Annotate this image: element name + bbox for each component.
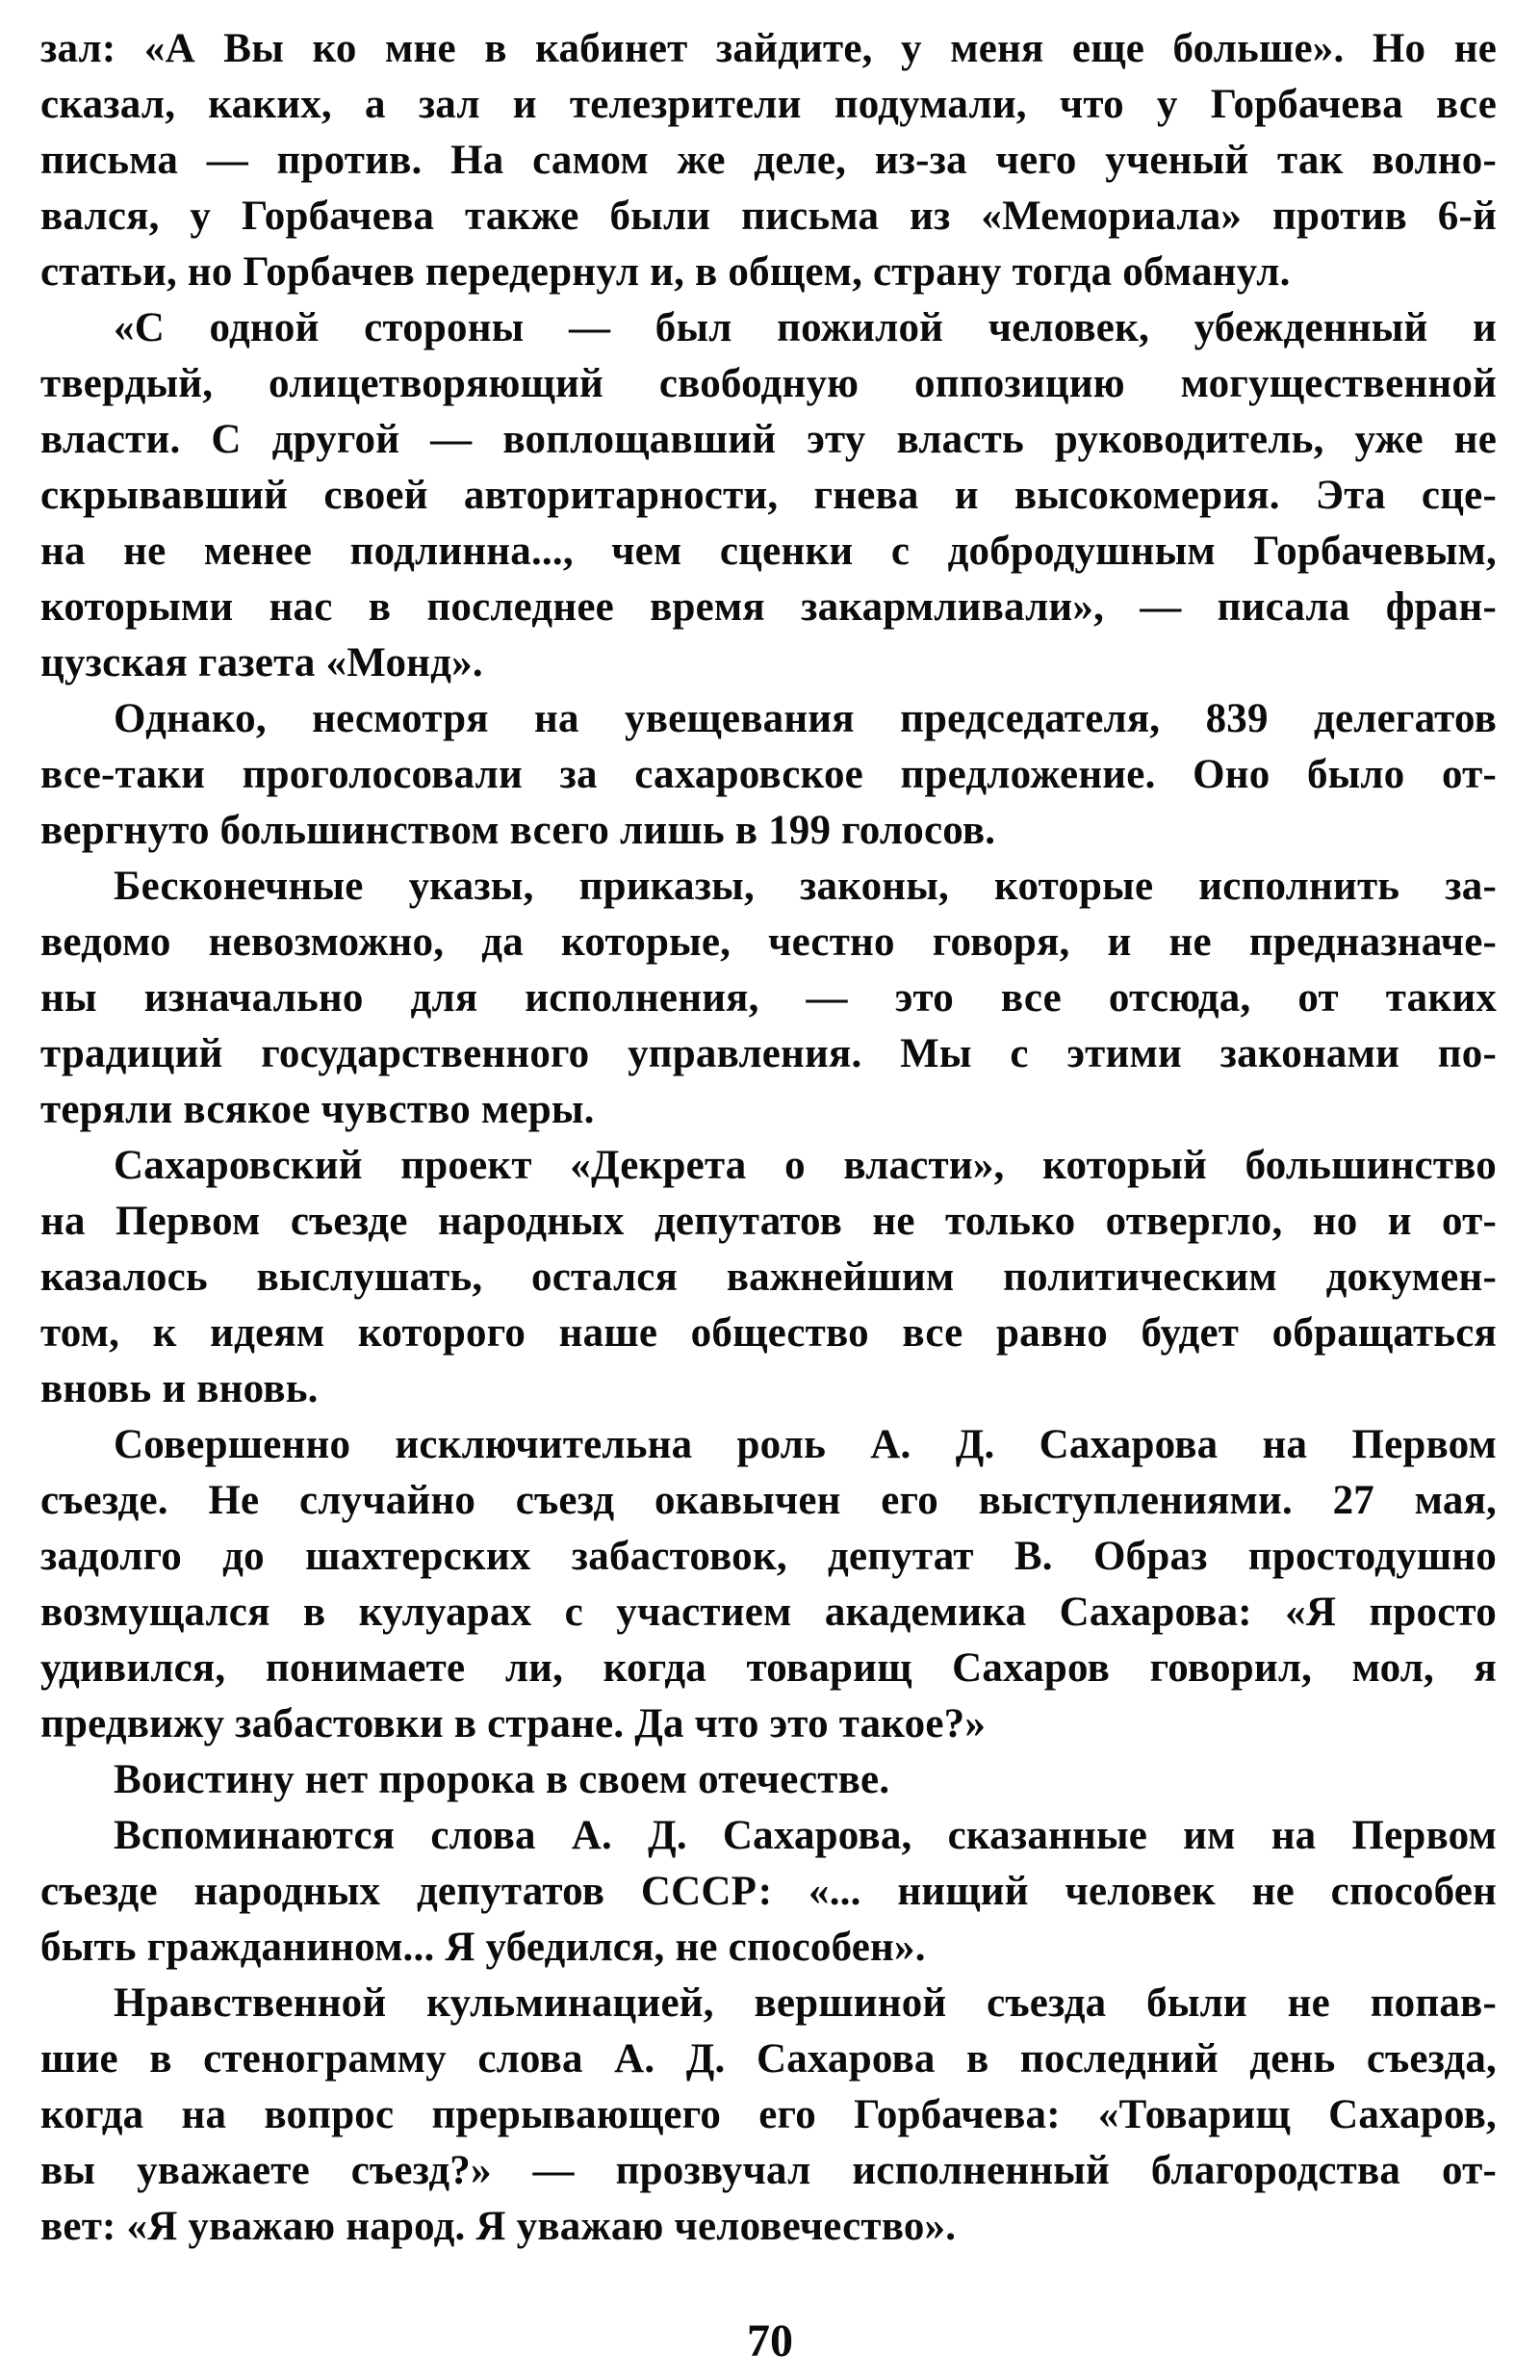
text-line: съезде народных депутатов СССР: «... нищий человек не способен <box>40 1869 1497 1914</box>
text-line: теряли всякое чувство меры. <box>40 1087 595 1132</box>
paragraph <box>40 21 1497 300</box>
text-line: вергнуто большинством всего лишь в 199 голосов. <box>40 808 996 853</box>
text-line: Бесконечные указы, приказы, законы, которые исполнить за- <box>114 864 1497 909</box>
text-line: Сахаровский проект «Декрета о власти», который большинство <box>114 1143 1497 1188</box>
paragraph <box>40 1976 1497 2255</box>
paragraph <box>40 1417 1497 1752</box>
paragraph <box>40 1808 1497 1976</box>
text-line: которыми нас в последнее время закармливали», — писала фран- <box>40 584 1497 630</box>
text-line: на не менее подлинна..., чем сценки с добродушным Горбачевым, <box>40 529 1497 574</box>
text-line: Воистину нет пророка в своем отечестве. <box>114 1757 890 1802</box>
page-text-block <box>40 21 1497 2255</box>
text-line: цузская газета «Монд». <box>40 640 483 686</box>
paragraph <box>40 300 1497 691</box>
text-line: все-таки проголосовали за сахаровское предложение. Оно было от- <box>40 752 1497 797</box>
text-line: Совершенно исключительна роль А. Д. Сахарова на Первом <box>114 1422 1497 1467</box>
text-line: съезде. Не случайно съезд окавычен его выступлениями. 27 мая, <box>40 1478 1497 1523</box>
text-line: шие в стенограмму слова А. Д. Сахарова в последний день съезда, <box>40 2036 1497 2082</box>
text-line: вы уважаете съезд?» — прозвучал исполненный благородства от- <box>40 2148 1497 2193</box>
text-line: «С одной стороны — был пожилой человек, убежденный и <box>114 305 1497 350</box>
text-line: ведомо невозможно, да которые, честно говоря, и не предназначе- <box>40 919 1497 965</box>
text-line: быть гражданином... Я убедился, не способен». <box>40 1925 926 1970</box>
text-line: предвижу забастовки в стране. Да что это такое?» <box>40 1701 987 1746</box>
text-line: вновь и вновь. <box>40 1366 319 1411</box>
text-line: твердый, олицетворяющий свободную оппозицию могущественной <box>40 361 1497 406</box>
text-line: вался, у Горбачева также были письма из «Мемориала» против 6-й <box>40 194 1497 239</box>
text-line: письма — против. На самом же деле, из-за чего ученый так волно- <box>40 138 1497 183</box>
text-line: на Первом съезде народных депутатов не только отвергло, но и от- <box>40 1199 1497 1244</box>
text-line: Нравственной кульминацией, вершиной съезда были не попав- <box>114 1980 1497 2026</box>
text-line: возмущался в кулуарах с участием академика Сахарова: «Я просто <box>40 1590 1497 1635</box>
text-line: сказал, каких, а зал и телезрители подумали, что у Горбачева все <box>40 82 1497 127</box>
paragraph <box>40 1138 1497 1417</box>
text-line: зал: «А Вы ко мне в кабинет зайдите, у меня еще больше». Но не <box>40 26 1497 71</box>
text-line: ны изначально для исполнения, — это все отсюда, от таких <box>40 975 1497 1021</box>
text-line: задолго до шахтерских забастовок, депутат В. Образ простодушно <box>40 1534 1497 1579</box>
text-line: традиций государственного управления. Мы с этими законами по- <box>40 1031 1497 1076</box>
page-number: 70 <box>747 2315 793 2367</box>
text-line: том, к идеям которого наше общество все равно будет обращаться <box>40 1310 1497 1356</box>
text-line: вет: «Я уважаю народ. Я уважаю человечество». <box>40 2204 957 2249</box>
text-line: статьи, но Горбачев передернул и, в общем, страну тогда обманул. <box>40 249 1291 295</box>
paragraph <box>40 1752 1497 1808</box>
text-line: казалось выслушать, остался важнейшим политическим докумен- <box>40 1255 1497 1300</box>
paragraph <box>40 691 1497 859</box>
text-line: Однако, несмотря на увещевания председателя, 839 делегатов <box>114 696 1497 741</box>
paragraph <box>40 859 1497 1138</box>
text-line: Вспоминаются слова А. Д. Сахарова, сказанные им на Первом <box>114 1813 1497 1858</box>
text-line: когда на вопрос прерывающего его Горбачева: «Товарищ Сахаров, <box>40 2092 1497 2137</box>
text-line: скрывавший своей авторитарности, гнева и высокомерия. Эта сце- <box>40 473 1497 518</box>
text-line: удивился, понимаете ли, когда товарищ Сахаров говорил, мол, я <box>40 1645 1497 1691</box>
text-line: власти. С другой — воплощавший эту власть руководитель, уже не <box>40 417 1497 462</box>
